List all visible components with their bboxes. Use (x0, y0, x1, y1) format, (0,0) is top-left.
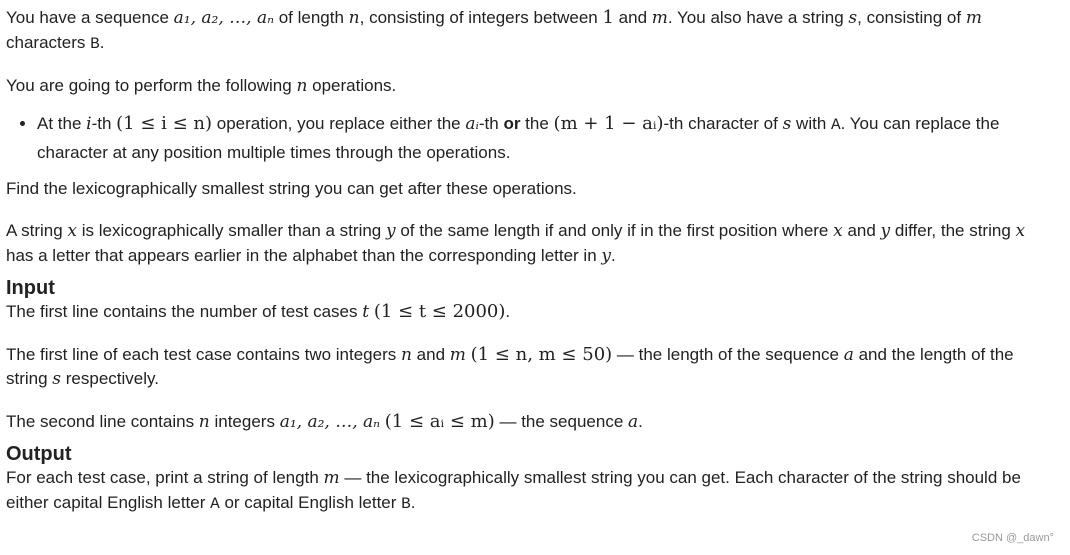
text: has a letter that appears earlier in the alphabet than the corresponding letter in (6, 245, 602, 265)
text: and (842, 221, 881, 240)
math-sequence: a₁, a₂, …, aₙ (279, 411, 381, 432)
text: either capital English letter (6, 492, 211, 512)
code-B: B (90, 34, 100, 53)
list-item (37, 110, 1062, 166)
math-n: n (198, 411, 210, 432)
input-line-1 (6, 300, 1062, 325)
text: -th (478, 113, 504, 133)
math-one: 1 (602, 7, 614, 28)
text: . You can replace the (840, 113, 1000, 133)
math-t: t (362, 302, 370, 322)
math-x: x (1015, 221, 1026, 241)
intro-paragraph (6, 6, 1062, 56)
text: and the length of the (853, 344, 1014, 364)
text: operation, you replace either the (212, 113, 466, 133)
text: of length (274, 8, 349, 27)
math-x: x (67, 221, 78, 241)
math-y: y (880, 221, 891, 241)
input-line-3 (6, 410, 1062, 435)
text: and (411, 344, 450, 364)
math-m: m (323, 468, 340, 488)
text: — the lexicographically smallest string you can get. Each character of the string should be (339, 468, 1021, 487)
math-n: n (400, 344, 412, 365)
text: . (410, 492, 416, 512)
math-x: x (833, 221, 843, 241)
lex-paragraph (6, 219, 1062, 268)
text: , consisting of integers between (359, 8, 603, 27)
math-n: n (296, 76, 308, 96)
text: -th (91, 113, 117, 133)
math-m: m (449, 344, 466, 365)
text: The first line of each test case contains two integers (6, 344, 401, 364)
code-B: B (401, 494, 411, 513)
text: — the length of the sequence (612, 344, 844, 364)
text: . (638, 411, 643, 431)
text: is lexicographically smaller than a string (77, 221, 386, 240)
text: with (791, 113, 831, 133)
text: . (611, 245, 616, 265)
math-expression: (m + 1 − aᵢ) (553, 112, 664, 134)
input-heading: Input (6, 277, 55, 299)
text: string (6, 369, 53, 388)
text: differ, the string (890, 221, 1016, 240)
code-A: A (210, 494, 220, 513)
math-a: a (628, 411, 639, 432)
operation-list (6, 110, 1062, 166)
text: integers (209, 411, 280, 431)
output-paragraph (6, 466, 1062, 516)
text: The second line contains (6, 411, 199, 431)
text: , consisting of (857, 8, 966, 27)
math-i: i (86, 113, 92, 134)
text: -th character of (663, 113, 783, 133)
math-condition: (1 ≤ t ≤ 2000) (373, 301, 506, 322)
find-paragraph: Find the lexicographically smallest string you can get after these operations. (6, 178, 577, 198)
math-y: y (385, 221, 396, 241)
text: the (520, 113, 554, 133)
problem-statement (6, 6, 1062, 516)
text: . You also have a string (667, 8, 849, 27)
ops-paragraph (6, 74, 1062, 99)
math-s: s (848, 8, 858, 28)
text: respectively. (61, 369, 159, 388)
code-A: A (831, 115, 841, 134)
text: and (613, 8, 652, 27)
math-condition: (1 ≤ i ≤ n) (116, 112, 213, 134)
math-ai: aᵢ (465, 113, 479, 134)
text: A string (6, 221, 68, 240)
math-s: s (782, 113, 792, 134)
text: or capital English letter (219, 492, 402, 512)
math-s: s (52, 369, 62, 389)
text: of the same length if and only if in the first position where (395, 221, 834, 240)
math-condition: (1 ≤ aᵢ ≤ m) (384, 410, 495, 432)
text: For each test case, print a string of length (6, 468, 324, 487)
bold-or: or (503, 113, 521, 133)
input-line-2 (6, 343, 1062, 392)
text: At the (37, 113, 87, 133)
text: operations. (307, 76, 397, 95)
text: characters (6, 32, 91, 52)
math-n: n (348, 8, 360, 28)
math-y: y (601, 245, 611, 266)
text: You are going to perform the following (6, 76, 297, 95)
text: The first line contains the number of test cases (6, 302, 363, 321)
watermark: CSDN @_dawn° (971, 532, 1054, 544)
text: — the sequence (494, 411, 629, 431)
math-a: a (843, 344, 854, 365)
text: . (99, 32, 105, 52)
math-condition: (1 ≤ n, m ≤ 50) (470, 343, 613, 365)
output-heading: Output (6, 443, 72, 465)
math-m: m (965, 8, 982, 28)
math-m: m (651, 8, 668, 28)
text: You have a sequence (6, 8, 174, 27)
text: character at any position multiple times through the operations. (37, 142, 511, 162)
math-sequence: a₁, a₂, …, aₙ (173, 8, 274, 28)
text: . (505, 302, 511, 321)
